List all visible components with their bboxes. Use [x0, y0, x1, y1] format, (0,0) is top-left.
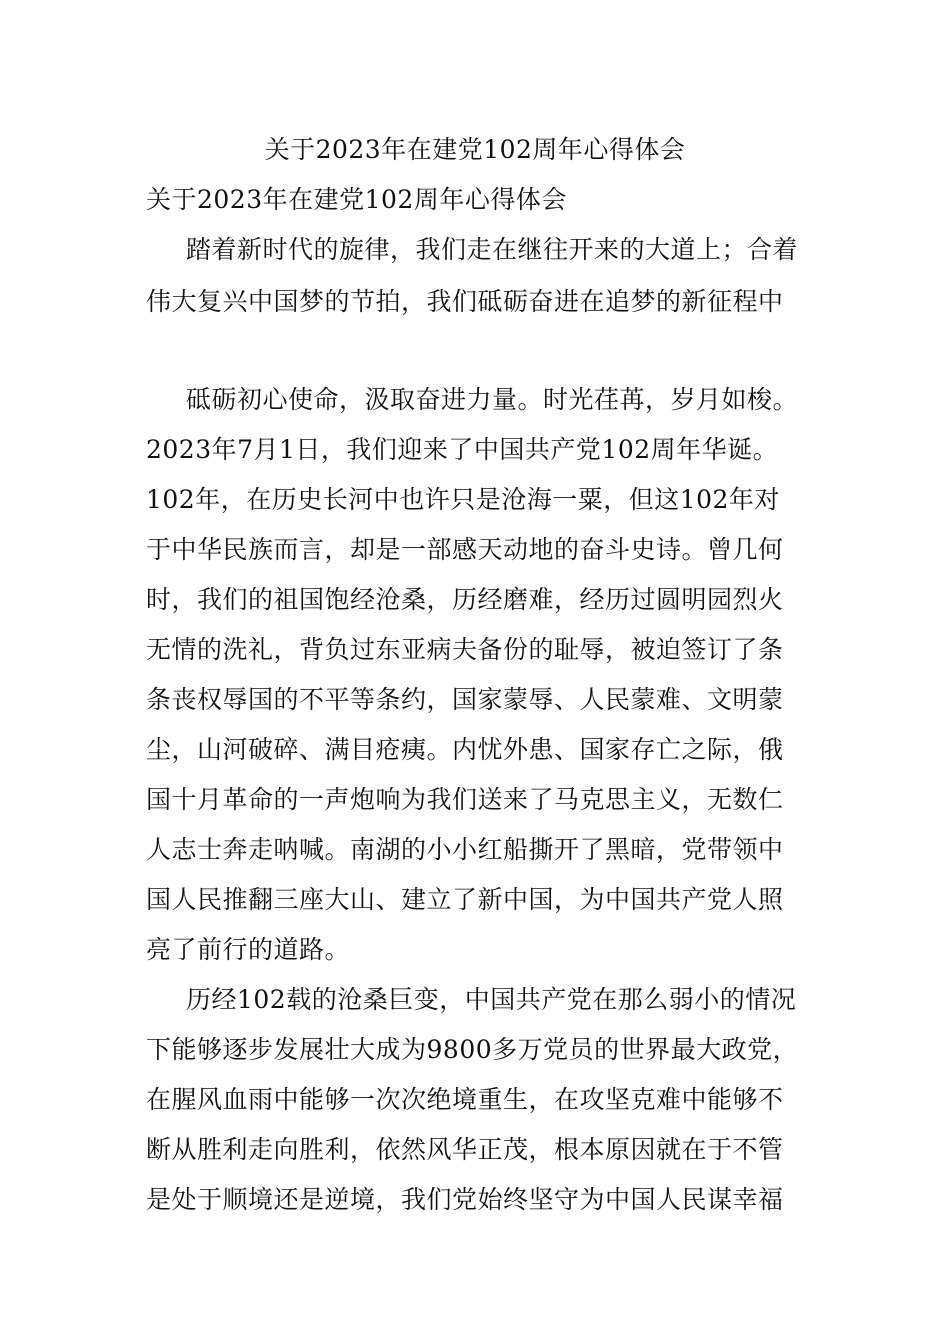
- text-line: 无情的洗礼，背负过东亚病夫备份的耻辱，被迫签订了条: [146, 635, 784, 664]
- text-line: 2023年7月1日，我们迎来了中国共产党102周年华诞。: [146, 435, 779, 464]
- page-title: 关于2023年在建党102周年心得体会: [264, 135, 686, 164]
- text-line: 断从胜利走向胜利，依然风华正茂，根本原因就在于不管: [146, 1135, 784, 1164]
- text-line: 历经102载的沧桑巨变，中国共产党在那么弱小的情况: [186, 985, 797, 1014]
- text-line: 102年，在历史长河中也许只是沧海一粟，但这102年对: [146, 485, 780, 514]
- text-line: 伟大复兴中国梦的节拍，我们砥砺奋进在追梦的新征程中: [146, 287, 784, 316]
- text-line: 于中华民族而言，却是一部感天动地的奋斗史诗。曾几何: [146, 535, 784, 564]
- text-line: 下能够逐步发展壮大成为9800多万党员的世界最大政党，: [146, 1035, 799, 1064]
- text-line: 尘，山河破碎、满目疮痍。内忧外患、国家存亡之际，俄: [146, 735, 784, 764]
- document-subtitle: 关于2023年在建党102周年心得体会: [146, 185, 567, 214]
- text-line: 踏着新时代的旋律，我们走在继往开来的大道上；合着: [186, 235, 799, 264]
- text-line: 国十月革命的一声炮响为我们送来了马克思主义，无数仁: [146, 785, 784, 814]
- text-line: 砥砺初心使命，汲取奋进力量。时光荏苒，岁月如梭。: [186, 385, 799, 414]
- text-line: 国人民推翻三座大山、建立了新中国，为中国共产党人照: [146, 885, 784, 914]
- text-line: 时，我们的祖国饱经沧桑，历经磨难，经历过圆明园烈火: [146, 585, 784, 614]
- text-line: 人志士奔走呐喊。南湖的小小红船撕开了黑暗，党带领中: [146, 835, 784, 864]
- text-line: 在腥风血雨中能够一次次绝境重生，在攻坚克难中能够不: [146, 1085, 784, 1114]
- text-line: 条丧权辱国的不平等条约，国家蒙辱、人民蒙难、文明蒙: [146, 685, 784, 714]
- text-line: 亮了前行的道路。: [146, 935, 351, 964]
- text-line: 是处于顺境还是逆境，我们党始终坚守为中国人民谋幸福: [146, 1185, 784, 1214]
